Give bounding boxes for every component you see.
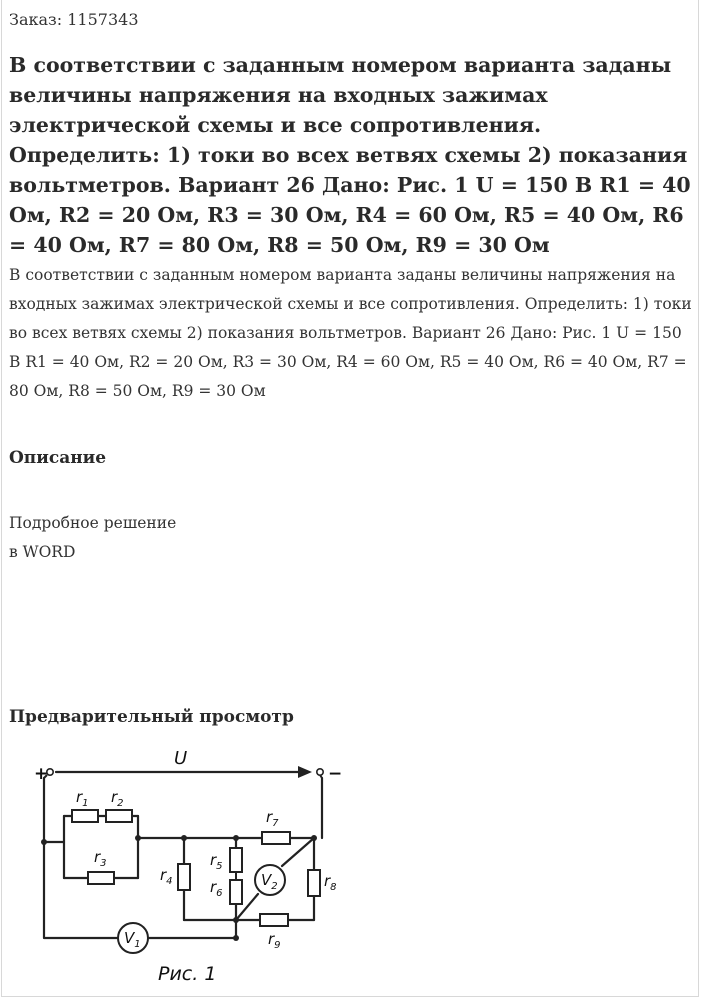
section-heading-description: Описание: [9, 448, 107, 468]
junction-dot: [311, 835, 317, 841]
plus-sign: +: [34, 764, 49, 784]
resistor-r4: [178, 864, 190, 890]
resistor-r5: [230, 848, 242, 872]
label-r2: $r_2$: [111, 788, 124, 809]
junction-dot: [233, 917, 239, 923]
detail-line: Подробное решение: [9, 514, 177, 532]
junction-dot: [181, 835, 187, 841]
figure-caption: Рис. 1: [158, 963, 217, 985]
label-r6: $r_6$: [210, 878, 223, 899]
junction-dot: [233, 935, 239, 941]
junction-dot: [135, 835, 141, 841]
terminal-minus: [317, 769, 323, 775]
minus-sign: −: [328, 764, 343, 784]
resistor-r2: [106, 810, 132, 822]
resistor-r8: [308, 870, 320, 896]
resistor-r9: [260, 914, 288, 926]
label-r9: $r_9$: [268, 930, 281, 951]
resistor-r7: [262, 832, 290, 844]
label-v1: $V_1$: [124, 929, 141, 950]
circuit-diagram: [14, 744, 354, 989]
order-number: Заказ: 1157343: [9, 10, 139, 29]
page-title: В соответствии с заданным номером варианта заданы величины напряжения на входных зажимах электрической схемы и все сопротивления. Определить: 1) токи во всех ветвях схемы 2) показания вольтметров. Вариант 26 Дано: Рис. 1 U = 150 В R1 = 40 Ом, R2 = 20 Ом, R3 = 30 Ом, R4 = 60 Ом, R5 = 40 Ом, R6 = 40 Ом, R7 = 80 Ом, R8 = 50 Ом, R9 = 30 Ом: [9, 53, 691, 257]
voltage-label: U: [174, 748, 188, 769]
label-r5: $r_5$: [210, 851, 223, 872]
label-r8: $r_8$: [324, 872, 337, 893]
junction-dot: [41, 839, 47, 845]
voltage-arrowhead: [298, 766, 312, 778]
resistor-r1: [72, 810, 98, 822]
label-v2: $V_2$: [261, 871, 278, 892]
junction-dot: [233, 835, 239, 841]
detail-text: [9, 509, 176, 567]
section-heading-preview: Предварительный просмотр: [9, 707, 294, 727]
resistor-r3: [88, 872, 114, 884]
label-r7: $r_7$: [266, 808, 279, 829]
task-description: В соответствии с заданным номером варианта заданы величины напряжения на входных зажимах электрической схемы и все сопротивления. Определить: 1) токи во всех ветвях схемы 2) показания вольтметров. Вариант 26 Дано: Рис. 1 U = 150 В R1 = 40 Ом, R2 = 20 Ом, R3 = 30 Ом, R4 = 60 Ом, R5 = 40 Ом, R6 = 40 Ом, R7 = 80 Ом, R8 = 50 Ом, R9 = 30 Ом: [9, 266, 692, 400]
detail-line: в WORD: [9, 543, 76, 561]
label-r1: $r_1$: [76, 788, 89, 809]
label-r4: $r_4$: [160, 866, 173, 887]
label-r3: $r_3$: [94, 848, 107, 869]
resistor-r6: [230, 880, 242, 904]
